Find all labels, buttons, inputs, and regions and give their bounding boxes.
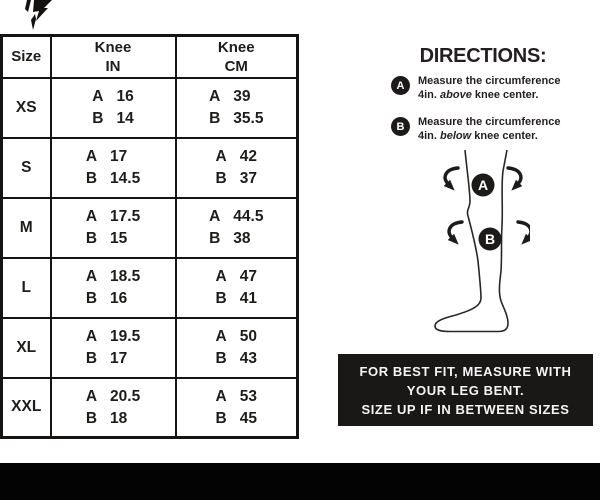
measure-a-label: A [85, 208, 98, 225]
directions-steps [391, 74, 581, 156]
knee-in-cell [51, 78, 176, 138]
measure-b-label: B [209, 230, 221, 247]
step-a-text [418, 74, 560, 102]
cm-b-value: 35.5 [233, 110, 264, 127]
step-b-text [418, 115, 560, 143]
size-chart-table [0, 34, 299, 439]
size-label: S [2, 138, 51, 198]
knee-in-cell [51, 138, 176, 198]
header-knee-label: Knee [94, 38, 132, 56]
measure-b-label: B [85, 350, 98, 367]
measure-b-label: B [209, 110, 221, 127]
in-b-value: 14 [116, 110, 134, 127]
lightning-bolt-logo [22, 0, 54, 31]
size-label: XS [2, 78, 51, 138]
measure-b-label: B [215, 290, 227, 307]
header-knee-cm [176, 36, 298, 78]
measure-a-label: A [85, 328, 98, 345]
diagram-badge-b-label: B [484, 231, 496, 247]
cm-b-value: 45 [239, 409, 257, 427]
header-in-unit: IN [105, 57, 121, 75]
knee-in-cell [51, 318, 176, 378]
leg-measurement-diagram [400, 146, 530, 336]
knee-cm-cell [176, 78, 298, 138]
measure-a-label: A [215, 328, 227, 345]
best-fit-line3: SIZE UP IF IN BETWEEN SIZES [361, 402, 570, 417]
cm-a-value: 44.5 [233, 208, 264, 225]
direction-step-b [391, 115, 581, 143]
measure-a-label: A [215, 268, 227, 285]
cm-a-value: 50 [239, 328, 257, 345]
measure-b-label: B [215, 350, 227, 367]
size-label: XL [2, 318, 51, 378]
header-knee-label: Knee [217, 38, 255, 56]
cm-b-value: 38 [233, 230, 251, 247]
step-a-line2-post: knee center. [471, 89, 539, 101]
best-fit-line1: FOR BEST FIT, MEASURE WITH [359, 364, 572, 379]
cm-b-value: 41 [239, 290, 257, 307]
badge-b: B [391, 117, 410, 136]
measure-a-label: A [215, 148, 227, 165]
table-row-s [2, 138, 298, 198]
measure-a-label: A [215, 387, 227, 405]
best-fit-line2: YOUR LEG BENT. [406, 383, 525, 398]
step-a-line2 [418, 88, 560, 102]
step-b-line2-post: knee center. [471, 130, 538, 142]
step-b-line2-italic: below [440, 130, 472, 142]
knee-in-cell [51, 378, 176, 438]
in-b-value: 17 [110, 350, 128, 367]
table-row-xxl [2, 378, 298, 438]
step-a-line2-pre: 4in. [418, 89, 441, 101]
table-row-xs [2, 78, 298, 138]
header-size [2, 36, 51, 78]
measure-b-label: B [92, 110, 104, 127]
directions-title: DIRECTIONS: [419, 45, 547, 67]
measure-a-label: A [92, 88, 104, 105]
step-b-line2-pre: 4in. [418, 130, 441, 142]
header-cm-unit: CM [224, 57, 248, 75]
in-a-value: 20.5 [110, 387, 141, 405]
bottom-black-bar [0, 463, 600, 500]
measure-a-label: A [209, 88, 221, 105]
measure-a-label: A [85, 387, 98, 405]
cm-a-value: 53 [239, 387, 257, 405]
best-fit-note [338, 354, 593, 426]
knee-in-cell [51, 198, 176, 258]
measure-b-label: B [215, 170, 227, 187]
in-a-value: 18.5 [110, 268, 141, 285]
measure-b-label: B [85, 290, 98, 307]
cm-b-value: 37 [239, 170, 257, 187]
measure-arrow-a-right [508, 168, 521, 185]
size-label: L [2, 258, 51, 318]
in-a-value: 19.5 [110, 328, 141, 345]
measure-b-label: B [85, 170, 98, 187]
cm-a-value: 47 [239, 268, 257, 285]
step-a-line1: Measure the circumference [418, 75, 561, 87]
knee-cm-cell [176, 198, 298, 258]
in-b-value: 15 [110, 230, 128, 247]
step-b-line1: Measure the circumference [418, 116, 561, 128]
knee-in-cell [51, 258, 176, 318]
cm-a-value: 42 [239, 148, 257, 165]
header-row [2, 36, 298, 78]
in-a-value: 17.5 [110, 208, 141, 225]
diagram-badge-a-label: A [477, 177, 489, 193]
table-row-m [2, 198, 298, 258]
measure-a-label: A [85, 148, 98, 165]
measure-arrow-b-left [449, 222, 462, 239]
table-row-xl [2, 318, 298, 378]
in-a-value: 17 [110, 148, 128, 165]
in-b-value: 14.5 [110, 170, 141, 187]
badge-a: A [391, 76, 410, 95]
measure-a-label: A [209, 208, 221, 225]
knee-cm-cell [176, 138, 298, 198]
size-label: XXL [2, 378, 51, 438]
knee-cm-cell [176, 378, 298, 438]
header-knee-in [51, 36, 176, 78]
measure-b-label: B [85, 230, 98, 247]
measure-b-label: B [215, 409, 227, 427]
measure-arrow-a-left [445, 168, 458, 185]
knee-cm-cell [176, 318, 298, 378]
in-a-value: 16 [116, 88, 134, 105]
in-b-value: 16 [110, 290, 128, 307]
cm-a-value: 39 [233, 88, 251, 105]
measure-b-label: B [85, 409, 98, 427]
cm-b-value: 43 [239, 350, 257, 367]
knee-cm-cell [176, 258, 298, 318]
header-size-label: Size [11, 48, 42, 66]
size-label: M [2, 198, 51, 258]
direction-step-a [391, 74, 581, 102]
step-b-line2 [418, 129, 560, 143]
measure-a-label: A [85, 268, 98, 285]
table-row-l [2, 258, 298, 318]
measure-arrow-b-right [518, 222, 530, 239]
in-b-value: 18 [110, 409, 128, 427]
step-a-line2-italic: above [440, 89, 472, 101]
